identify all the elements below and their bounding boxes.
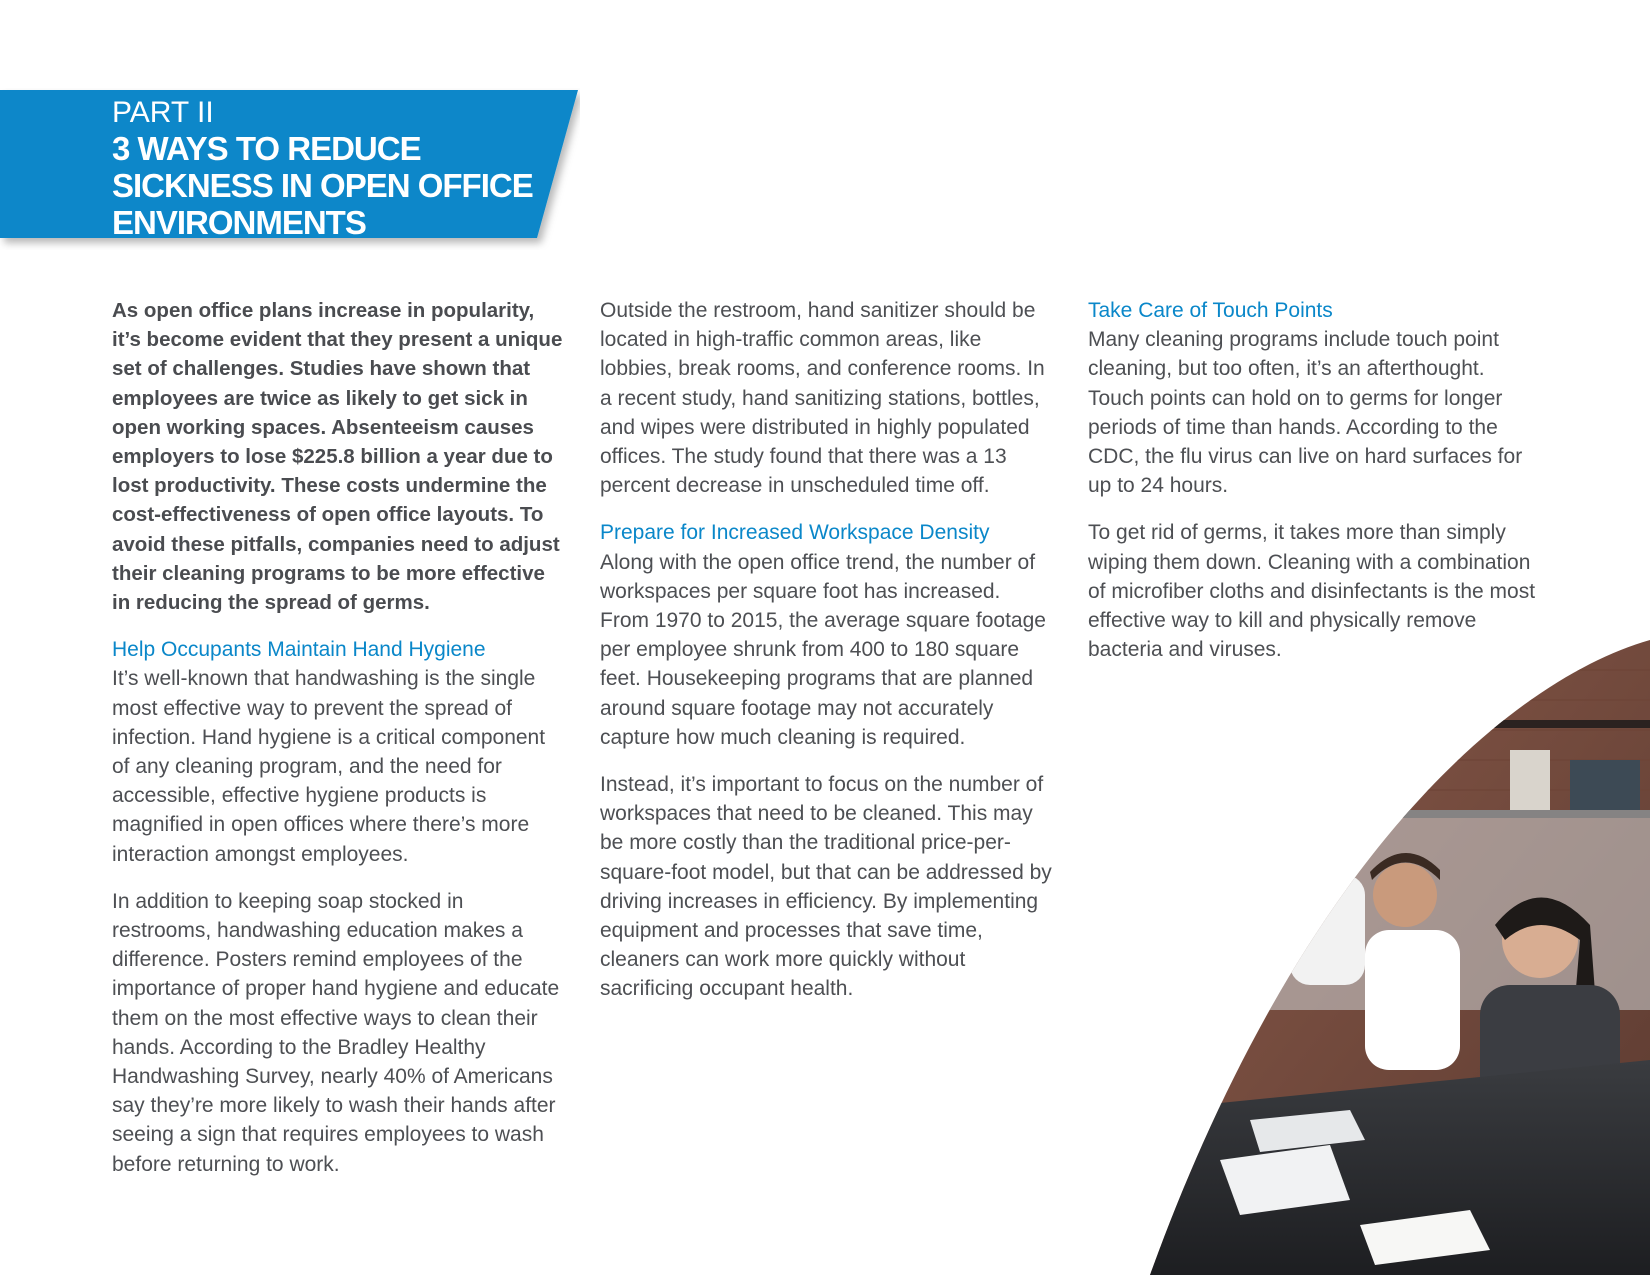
headline-line-2: SICKNESS IN OPEN OFFICE (112, 167, 533, 204)
workspace-density-paragraph-2: Instead, it’s important to focus on the number of workspaces that need to be cleaned. This may be more costly than the traditional price-per-square-foot model, but that can be addressed by driving increases in efficiency. By implementing equipment and processes that save time, cleaners can work more quickly without sacrificing occupant health. (600, 773, 1052, 1001)
touch-points-paragraph-2: To get rid of germs, it takes more than simply wiping them down. Cleaning with a combination of microfiber cloths and disinfectants is the most effective way to kill and physically remove bacteria and viruses. (1088, 521, 1536, 662)
headline-line-3: ENVIRONMENTS (112, 204, 366, 241)
intro-paragraph: As open office plans increase in popularity, it’s become evident that they present a unique set of challenges. Studies have shown that employees are twice as likely to get sick in open working spaces. Absenteeism causes employers to lose $225.8 billion a year due to lost productivity. These costs undermine the cost-effectiveness of open office layouts. To avoid these pitfalls, companies need to adjust their cleaning programs to be more effective in reducing the spread of germs. (112, 299, 563, 615)
page-title (112, 130, 572, 241)
office-workers-photo (1150, 640, 1650, 1275)
workspace-density-paragraph-1: Along with the open office trend, the number of workspaces per square foot has increased. From 1970 to 2015, the average square footage per employee shrunk from 400 to 180 square feet. Housekeeping programs that are planned around square footage may not accurately capture how much cleaning is required. (600, 550, 1046, 749)
hand-hygiene-paragraph-2: In addition to keeping soap stocked in restrooms, handwashing education makes a difference. Posters remind employees of the importance of proper hand hygiene and educate them on the most effective ways to clean their hands. According to the Bradley Healthy Handwashing Survey, nearly 40% of Americans say they’re more likely to wash their hands after seeing a sign that requires employees to wash before returning to work. (112, 889, 560, 1176)
headline-line-1: 3 WAYS TO REDUCE (112, 130, 421, 167)
title-banner (0, 88, 580, 250)
section-heading-hand-hygiene: Help Occupants Maintain Hand Hygiene (112, 638, 486, 662)
section-heading-touch-points: Take Care of Touch Points (1088, 299, 1333, 322)
section-heading-workspace-density: Prepare for Increased Workspace Density (600, 521, 990, 545)
hand-hygiene-paragraph-1: It’s well-known that handwashing is the single most effective way to prevent the spread of infection. Hand hygiene is a critical component of any cleaning program, and the need for accessible, effective hygiene products is magnified in open offices where there’s more interaction amongst employees. (112, 667, 546, 866)
touch-points-paragraph-1: Many cleaning programs include touch point cleaning, but too often, it’s an afterthought. Touch points can hold on to germs for longer periods of time than hands. According to the CDC, the flu virus can live on hard surfaces for up to 24 hours. (1088, 328, 1523, 498)
part-label: PART II (112, 96, 214, 129)
sanitizer-paragraph: Outside the restroom, hand sanitizer should be located in high-traffic common areas, like lobbies, break rooms, and conference rooms. In a recent study, hand sanitizing stations, bottles, and wipes were distributed in highly populated offices. The study found that there was a 13 percent decrease in unscheduled time off. (600, 299, 1045, 498)
column-2 (600, 296, 1055, 1022)
column-3 (1088, 296, 1543, 682)
column-1 (112, 296, 567, 1197)
